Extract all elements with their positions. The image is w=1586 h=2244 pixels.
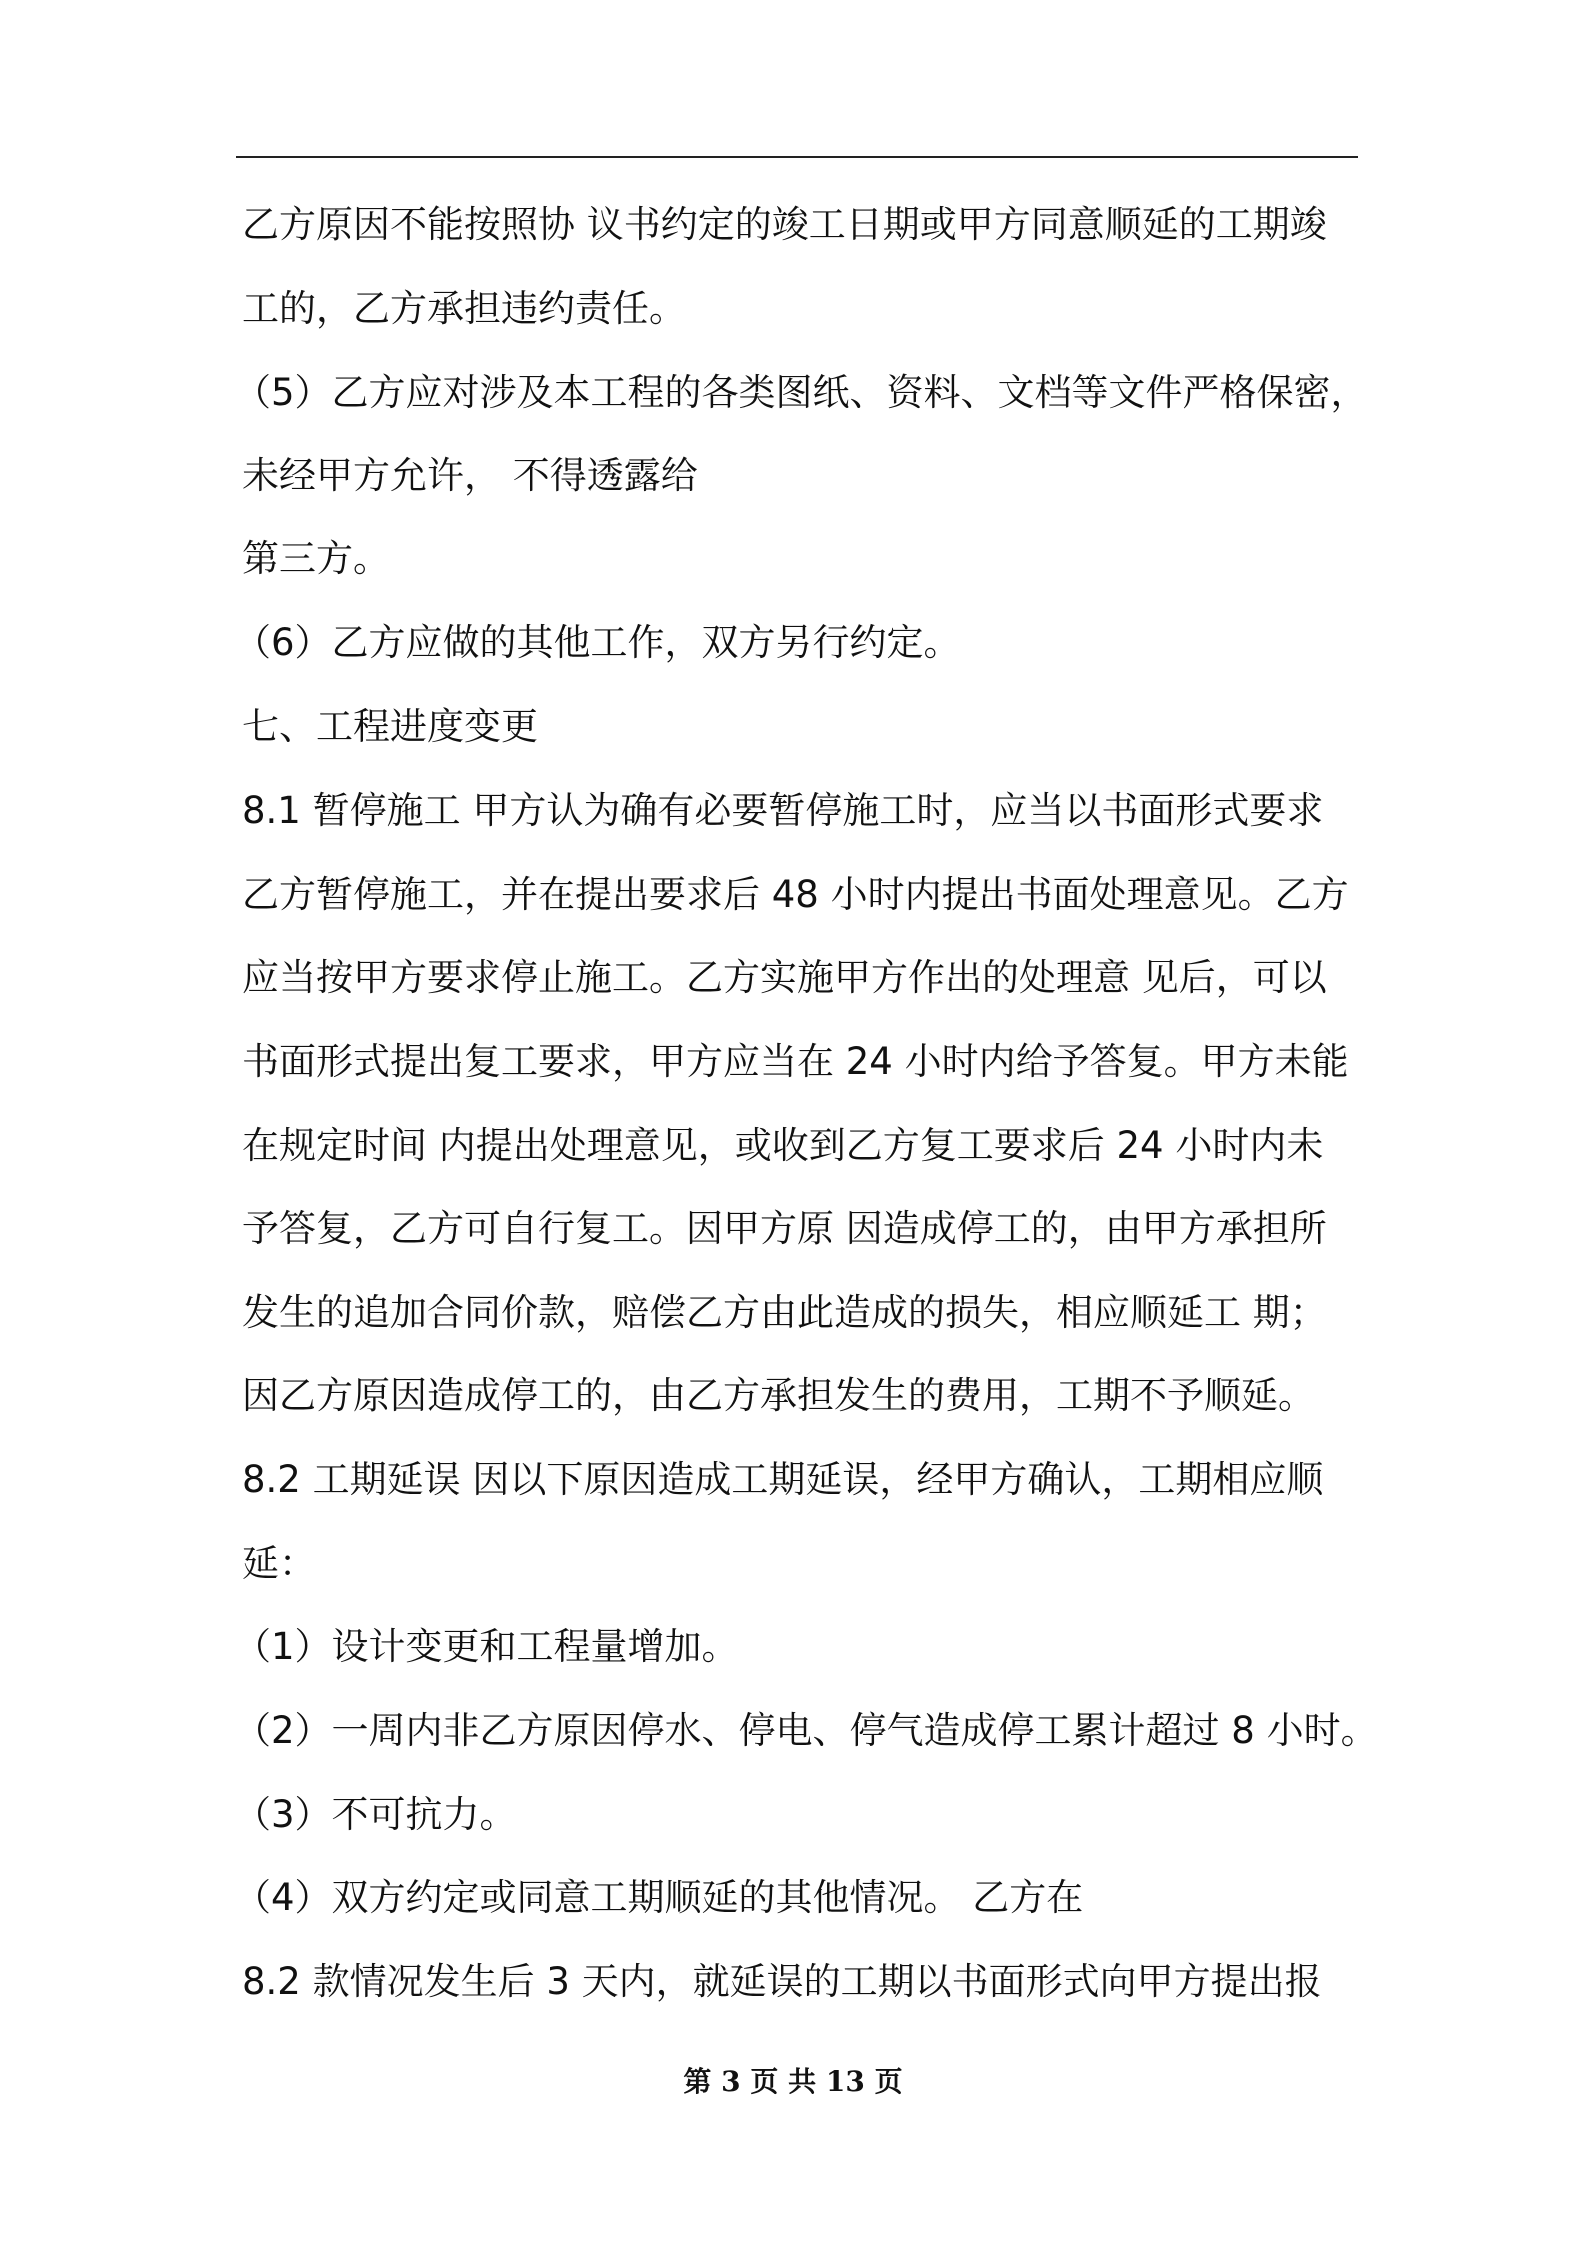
- text-line: 8.1 暂停施工 甲方认为确有必要暂停施工时，应当以书面形式要求: [242, 789, 1324, 832]
- text-line: （1）设计变更和工程量增加。: [234, 1625, 739, 1668]
- text-line: （5）乙方应对涉及本工程的各类图纸、资料、文档等文件严格保密，: [234, 371, 1368, 414]
- page-number: 第 3 页 共 13 页: [683, 2065, 903, 2098]
- text-line: 乙方暂停施工，并在提出要求后 48 小时内提出书面处理意见。乙方: [242, 873, 1349, 916]
- text-line: 延：: [242, 1542, 316, 1585]
- text-line: 未经甲方允许， 不得透露给: [242, 454, 698, 497]
- text-line: 乙方原因不能按照协 议书约定的竣工日期或甲方同意顺延的工期竣: [242, 203, 1327, 246]
- text-line: 在规定时间 内提出处理意见，或收到乙方复工要求后 24 小时内未: [242, 1124, 1324, 1167]
- text-line: 工的，乙方承担违约责任。: [242, 287, 686, 330]
- text-line: 8.2 款情况发生后 3 天内，就延误的工期以书面形式向甲方提出报: [242, 1960, 1322, 2003]
- text-line: （3）不可抗力。: [234, 1793, 517, 1836]
- text-line: 书面形式提出复工要求，甲方应当在 24 小时内给予答复。甲方未能: [242, 1040, 1349, 1083]
- text-line: 发生的追加合同价款，赔偿乙方由此造成的损失，相应顺延工 期；: [242, 1291, 1327, 1334]
- text-line: （6）乙方应做的其他工作，双方另行约定。: [234, 621, 961, 664]
- text-line: 因乙方原因造成停工的，由乙方承担发生的费用，工期不予顺延。: [242, 1374, 1315, 1417]
- section-heading: 七、工程进度变更: [242, 705, 538, 748]
- text-line: （2）一周内非乙方原因停水、停电、停气造成停工累计超过 8 小时。: [234, 1709, 1378, 1752]
- text-line: 予答复，乙方可自行复工。因甲方原 因造成停工的，由甲方承担所: [242, 1207, 1327, 1250]
- text-line: 第三方。: [242, 537, 390, 580]
- text-line: （4）双方约定或同意工期顺延的其他情况。 乙方在: [234, 1876, 1084, 1919]
- text-line: 应当按甲方要求停止施工。乙方实施甲方作出的处理意 见后，可以: [242, 956, 1327, 999]
- text-line: 8.2 工期延误 因以下原因造成工期延误，经甲方确认，工期相应顺: [242, 1458, 1324, 1501]
- header-rule: [236, 156, 1358, 158]
